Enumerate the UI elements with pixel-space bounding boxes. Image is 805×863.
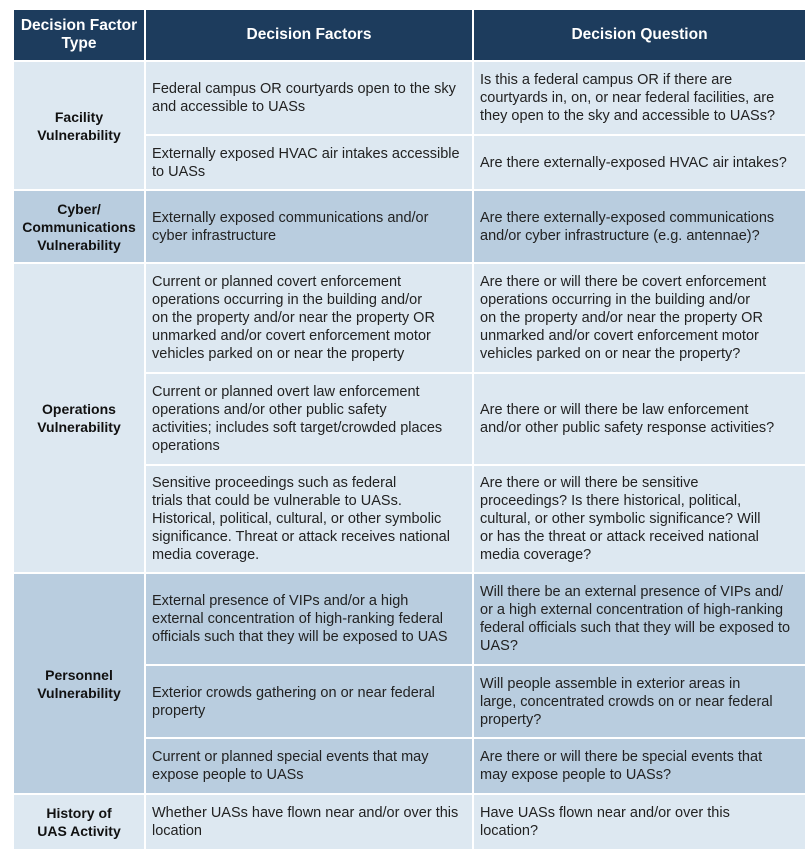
question-cell: Are there or will there be law enforcement and/or other public safety response activities? (473, 373, 805, 465)
question-cell: Are there externally-exposed HVAC air intakes? (473, 135, 805, 190)
factor-cell: Whether UASs have flown near and/or over this location (145, 794, 473, 850)
group-history-of-uas-activity: History of UAS Activity (13, 794, 145, 850)
table-row (13, 61, 805, 135)
question-cell: Have UASs flown near and/or over this location? (473, 794, 805, 850)
question-cell: Are there or will there be sensitive proceedings? Is there historical, political, cultural, or other symbolic significance? Will or has the threat or attack received national media coverage? (473, 465, 805, 573)
group-operations-vulnerability: Operations Vulnerability (13, 263, 145, 573)
table-row (13, 190, 805, 263)
factor-cell: Current or planned covert enforcement operations occurring in the building and/or on the property and/or near the property OR unmarked and/or covert enforcement motor vehicles parked on or near the property (145, 263, 473, 373)
table-row (13, 263, 805, 373)
question-cell: Are there or will there be covert enforcement operations occurring in the building and/or on the property and/or near the property OR unmarked and/or covert enforcement motor vehicles parked on or near the property? (473, 263, 805, 373)
question-cell: Are there or will there be special events that may expose people to UASs? (473, 738, 805, 794)
factor-cell: Externally exposed communications and/or cyber infrastructure (145, 190, 473, 263)
group-facility-vulnerability: Facility Vulnerability (13, 61, 145, 190)
header-decision-factor-type: Decision Factor Type (13, 9, 145, 61)
factor-cell: Current or planned special events that may expose people to UASs (145, 738, 473, 794)
question-cell: Will there be an external presence of VIPs and/ or a high external concentration of high-ranking federal officials such that they will be exposed to UAS? (473, 573, 805, 665)
factor-cell: Sensitive proceedings such as federal trials that could be vulnerable to UASs. Historical, political, cultural, or other symbolic significance. Threat or attack receives national media coverage. (145, 465, 473, 573)
group-cyber-communications-vulnerability: Cyber/ Communications Vulnerability (13, 190, 145, 263)
factor-cell: Exterior crowds gathering on or near federal property (145, 665, 473, 738)
header-decision-question: Decision Question (473, 9, 805, 61)
factor-cell: Federal campus OR courtyards open to the sky and accessible to UASs (145, 61, 473, 135)
decision-factor-table (12, 8, 805, 851)
header-decision-factors: Decision Factors (145, 9, 473, 61)
group-personnel-vulnerability: Personnel Vulnerability (13, 573, 145, 794)
decision-factor-table-container (12, 8, 805, 851)
factor-cell: External presence of VIPs and/or a high external concentration of high-ranking federal officials such that they will be exposed to UAS (145, 573, 473, 665)
factor-cell: Current or planned overt law enforcement operations and/or other public safety activities; includes soft target/crowded places operations (145, 373, 473, 465)
table-row (13, 573, 805, 665)
question-cell: Are there externally-exposed communications and/or cyber infrastructure (e.g. antennae)? (473, 190, 805, 263)
question-cell: Will people assemble in exterior areas in large, concentrated crowds on or near federal property? (473, 665, 805, 738)
table-header (13, 9, 805, 61)
factor-cell: Externally exposed HVAC air intakes accessible to UASs (145, 135, 473, 190)
table-row (13, 794, 805, 850)
question-cell: Is this a federal campus OR if there are courtyards in, on, or near federal facilities, are they open to the sky and accessible to UASs? (473, 61, 805, 135)
header-row (13, 9, 805, 61)
